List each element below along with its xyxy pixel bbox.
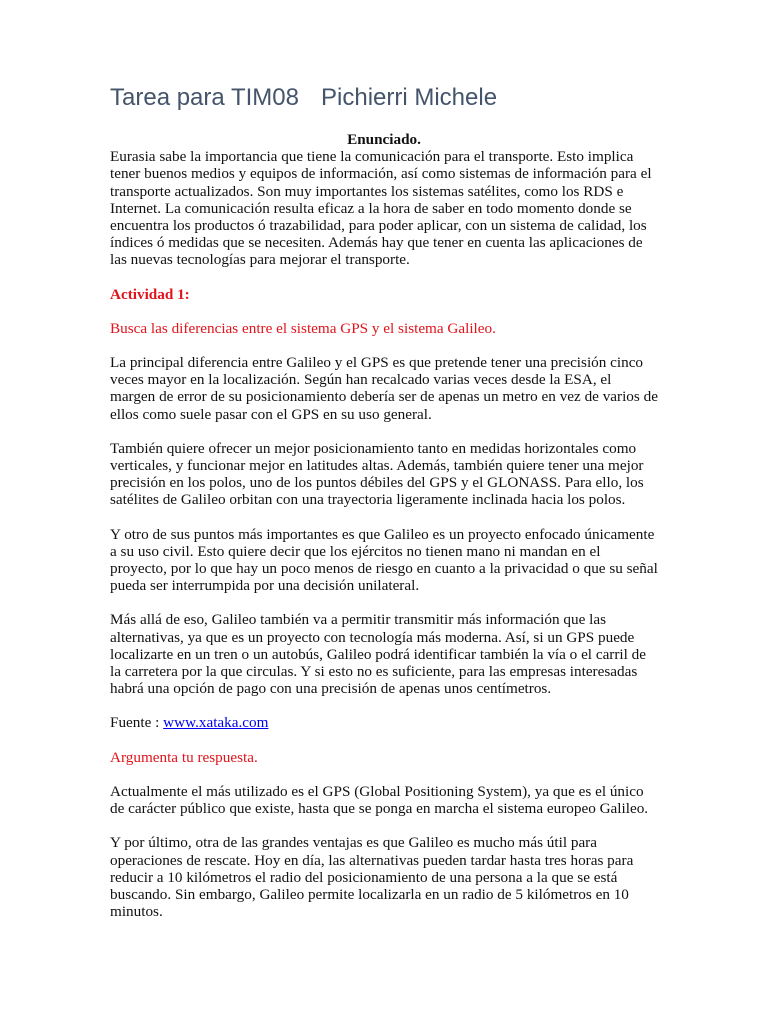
- answer-paragraph-1: La principal diferencia entre Galileo y el GPS es que pretende tener una precisión cinco veces mayor en la localización. Según han recalcado varias veces desde la ESA, el margen de error de su posicionamiento debería ser de apenas un metro en vez de varios de ellos como suele pasar con el GPS en su uso general.: [110, 354, 658, 423]
- answer-paragraph-3: Y otro de sus puntos más importantes es que Galileo es un proyecto enfocado únicamente a su uso civil. Esto quiere decir que los ejércitos no tienen mano ni mandan en el proyecto, por lo que hay un poco menos de riesgo en cuanto a la privacidad o que su señal pueda ser interrumpida por una decisión unilateral.: [110, 525, 658, 595]
- title-task: Tarea para TIM08: [110, 84, 299, 111]
- section-heading: Enunciado.: [347, 131, 421, 148]
- title-author: Pichierri Michele: [321, 84, 498, 111]
- source-line: [110, 714, 658, 731]
- document-body: [110, 131, 658, 920]
- source-label: Fuente :: [110, 714, 164, 732]
- argue-label: Argumenta tu respuesta.: [110, 748, 258, 766]
- argument-paragraph-1: Actualmente el más utilizado es el GPS (Global Positioning System), ya que es el único de carácter público que existe, hasta que se ponga en marcha el sistema europeo Galileo.: [110, 782, 649, 818]
- document-title: [110, 84, 497, 112]
- activity-label: Actividad 1:: [110, 285, 190, 303]
- source-link[interactable]: www.xataka.com: [163, 714, 269, 732]
- answer-paragraph-4: Más allá de eso, Galileo también va a permitir transmitir más información que las alternativas, ya que es un proyecto con tecnología más moderna. Así, si un GPS puede localizarte en un tren o un autobús, Galileo podrá identificar también la vía o el carril de la carretera por la que circulas. Y si esto no es suficiente, para las empresas interesadas habrá una opción de pago con una precisión de apenas unos centímetros.: [110, 611, 646, 698]
- intro-paragraph: Eurasia sabe la importancia que tiene la comunicación para el transporte. Esto implica tener buenos medios y equipos de información, así como sistemas de información para el transporte actualizados. Son muy importantes los sistemas satélites, como los RDS e Internet. La comunicación resulta eficaz a la hora de saber en todo momento donde se encuentra los productos ó trazabilidad, para poder aplicar, con un sistema de calidad, los índices ó medidas que se necesiten. Además hay que tener en cuenta las aplicaciones de las nuevas tecnologías para mejorar el transporte.: [110, 148, 652, 269]
- argument-paragraph-2: Y por último, otra de las grandes ventajas es que Galileo es mucho más útil para operaciones de rescate. Hoy en día, las alternativas pueden tardar hasta tres horas para reducir a 10 kilómetros el radio del posicionamiento de una persona a la que se está buscando. Sin embargo, Galileo permite localizarla en un radio de 5 kilómetros en 10 minutos.: [110, 834, 634, 921]
- answer-paragraph-2: También quiere ofrecer un mejor posicionamiento tanto en medidas horizontales como verticales, y funcionar mejor en latitudes altas. Además, también quiere tener una mejor precisión en los polos, uno de los puntos débiles del GPS y el GLONASS. Para ello, los satélites de Galileo orbitan con una trayectoria ligeramente inclinada hacia los polos.: [110, 439, 644, 509]
- activity-question: Busca las diferencias entre el sistema GPS y el sistema Galileo.: [110, 319, 496, 337]
